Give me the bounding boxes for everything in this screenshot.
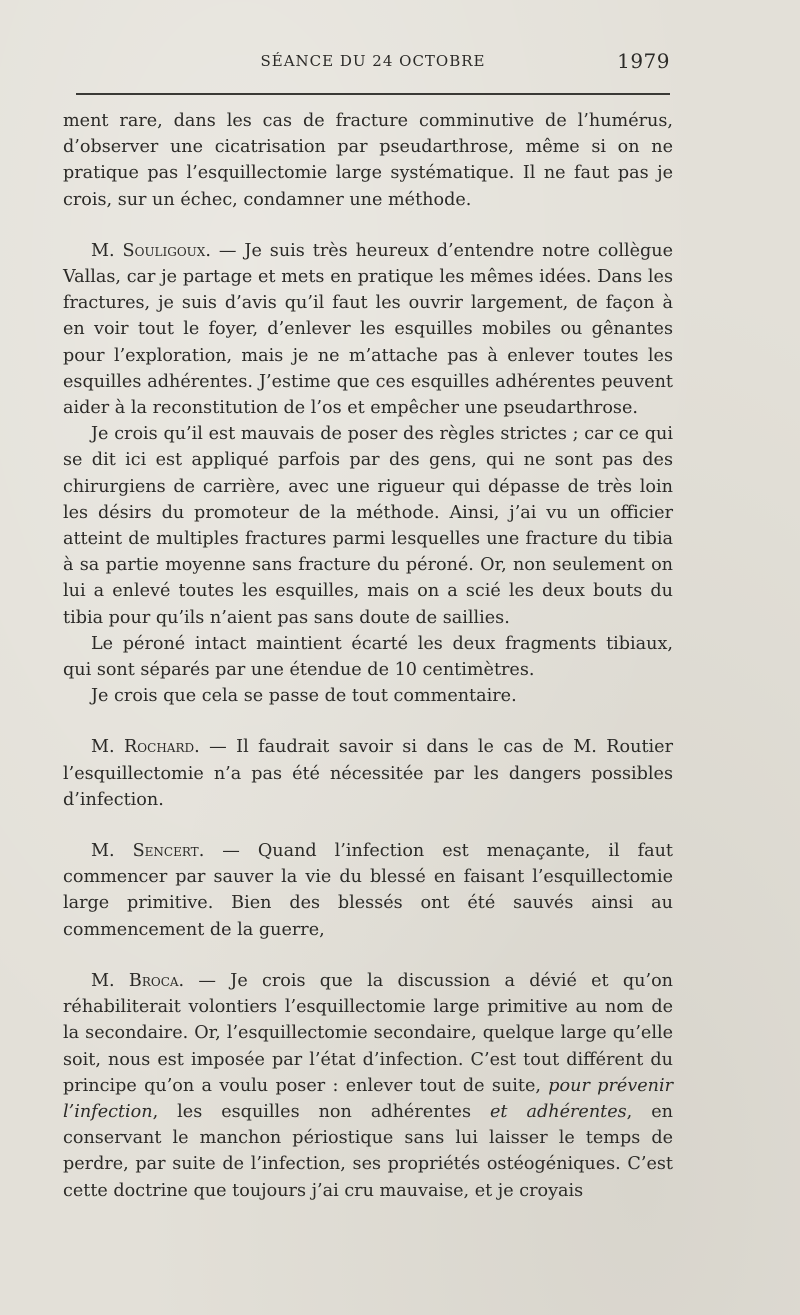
speech-text: , en conservant le manchon périostique sans lui laisser le temps de perdre, par suite de l’infection, ses propriétés ostéogéniques. C’est cette doctrine que toujours j’ai cru mauvaise, et je croyais (63, 1101, 673, 1201)
speech-text: . — Je crois que la discussion a dévié et qu’on réhabiliterait volontiers l’esquillectomie large primitive au nom de la secondaire. Or, l’esquillectomie secondaire, quelque large qu’elle soit, nous est imposée par l’état d’infection. C’est tout différent du principe qu’on a voulu poser : enlever tout de suite, (63, 970, 674, 1096)
paragraph-continuation: ment rare, dans les cas de fracture comminutive de l’humérus, d’observer une cicatrisation par pseudarthrose, même si on ne pratique pas l’esquillectomie large systématique. Il ne faut pas je crois, sur un échec, condamner une méthode. (63, 111, 673, 210)
paragraph: Le péroné intact maintient écarté les deux fragments tibiaux, qui sont séparés par une étendue de 10 centimètres. (63, 633, 673, 681)
speaker-name: Broca (128, 970, 179, 991)
paragraph: Je crois qu’il est mauvais de poser des règles strictes ; car ce qui se dit ici est appliqué parfois par des gens, qui ne sont pas des chirurgiens de carrière, avec une rigueur qui dépasse de très loin les désirs du promoteur de la méthode. Ainsi, j’ai vu un officier atteint de multiples fractures parmi lesquelles une fracture du tibia à sa partie moyenne sans fracture du péroné. Or, non seulement on lui a enlevé toutes les esquilles, mais on a scié les deux bouts du tibia pour qu’ils n’aient pas sans doute de saillies. (63, 424, 673, 628)
paragraph: Je crois que cela se passe de tout commentaire. (91, 686, 517, 707)
speaker-name: Sencert (132, 841, 199, 862)
italic-text: et adhérentes (490, 1101, 627, 1122)
paragraph-souligoux (63, 238, 673, 421)
running-header (76, 49, 670, 76)
speech-text: , les esquilles non adhérentes (152, 1101, 491, 1122)
speaker-name: Souligoux (122, 240, 206, 261)
speaker-name: Rochard (124, 737, 195, 758)
paragraph-broca (63, 968, 673, 1204)
speech-text: . — Je suis très heureux d’entendre notre collègue Vallas, car je partage et mets en pratique les mêmes idées. Dans les fractures, je suis d’avis qu’il faut les ouvrir largement, de façon à en voir tout le foyer, d’enlever les esquilles mobiles ou gênantes pour l’exploration, mais je ne m’attache pas à enlever toutes les esquilles adhérentes. J’estime que ces esquilles adhérentes peuvent aider à la reconstitution de l’os et empêcher une pseudarthrose. (63, 240, 673, 419)
speech-text: . — Quand l’infection est menaçante, il faut commencer par sauver la vie du blessé en faisant l’esquillectomie large primitive. Bien des blessés ont été sauvés ainsi au commencement de la guerre, (63, 841, 673, 940)
header-rule (76, 93, 670, 95)
speaker-prefix: M. (91, 970, 129, 991)
speaker-prefix: M. (91, 737, 125, 758)
page-number: 1979 (617, 49, 670, 73)
speaker-prefix: M. (91, 240, 123, 261)
paragraph-sencert (63, 838, 673, 943)
speech-text: . — Il faudrait savoir si dans le cas de M. Routier l’esquillectomie n’a pas été nécessitée par les dangers possibles d’infection. (63, 737, 673, 810)
paragraph-rochard (63, 734, 673, 813)
running-title: SÉANCE DU 24 OCTOBRE (260, 52, 486, 70)
body-text (63, 108, 673, 1204)
italic-text: pour prévenir l’infection (63, 1075, 673, 1122)
speaker-prefix: M. (91, 841, 133, 862)
